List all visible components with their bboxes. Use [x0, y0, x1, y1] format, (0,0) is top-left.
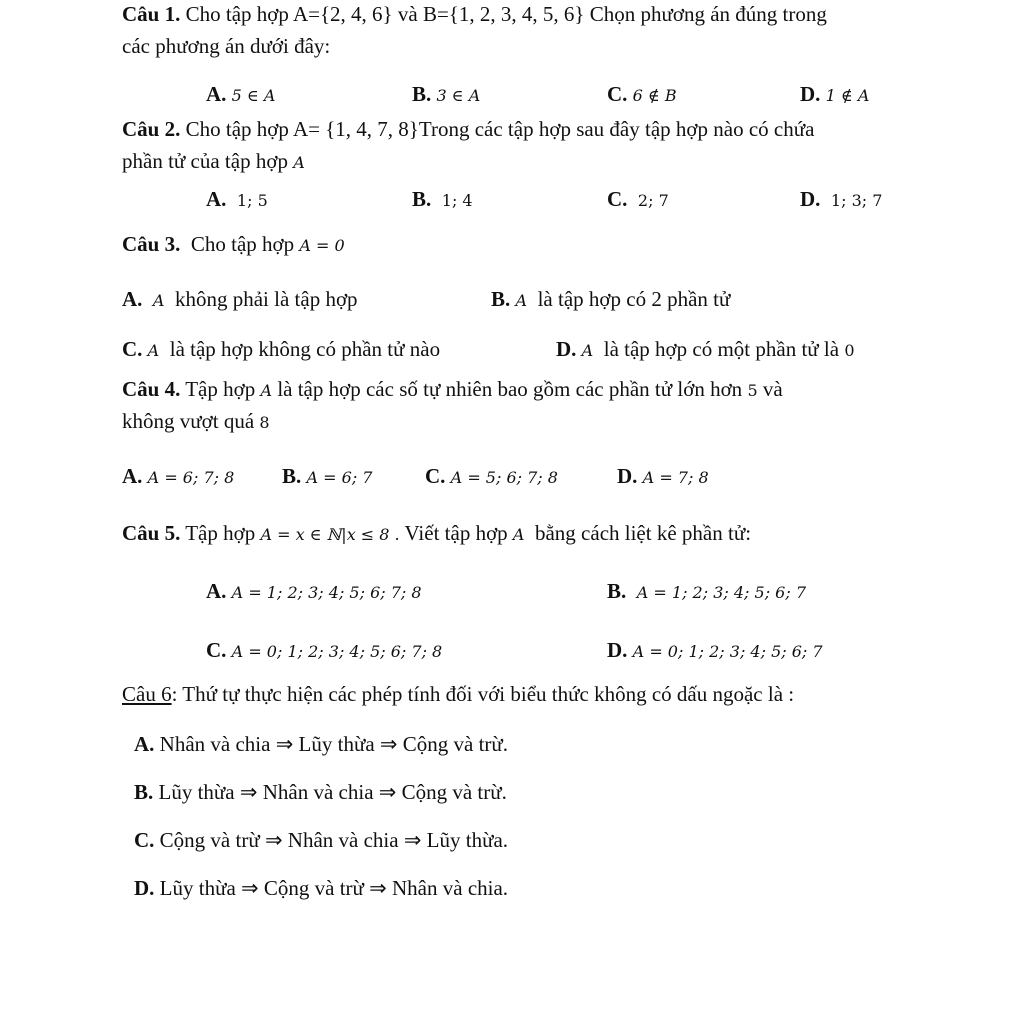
q3-option-b: B. A là tập hợp có 2 phần tử: [491, 287, 731, 311]
q2-option-b: B. 1; 4: [412, 187, 473, 211]
q3-option-c: C. A là tập hợp không có phần tử nào: [122, 337, 441, 361]
q6-option-c: C. Cộng và trừ ⇒ Nhân và chia ⇒ Lũy thừa.: [134, 828, 509, 852]
q5-option-a: A. A = 1; 2; 3; 4; 5; 6; 7; 8: [206, 579, 422, 603]
q2-option-c: C. 2; 7: [607, 187, 669, 211]
q4-line2: không vượt quá 8: [122, 409, 270, 433]
q5-option-c: C. A = 0; 1; 2; 3; 4; 5; 6; 7; 8: [206, 638, 443, 662]
q5-option-b: B. A = 1; 2; 3; 4; 5; 6; 7: [607, 579, 807, 603]
q6-text: : Thứ tự thực hiện các phép tính đối với biểu thức không có dấu ngoặc là :: [171, 682, 795, 706]
q4-option-b: B. A = 6; 7: [282, 464, 373, 488]
q4-option-a: A. A = 6; 7; 8: [122, 464, 235, 488]
q3-label: Câu 3.: [122, 232, 181, 256]
q6-option-b: B. Lũy thừa ⇒ Nhân và chia ⇒ Cộng và trừ.: [134, 780, 507, 804]
q6-label: Câu 6: [122, 682, 172, 706]
q2-label: Câu 2.: [122, 117, 181, 141]
q4-line1: Câu 4. Tập hợp A là tập hợp các số tự nhiên bao gồm các phần tử lớn hơn 5 và: [122, 377, 783, 401]
q1-label: Câu 1.: [122, 2, 181, 26]
q1-option-d: D. 1 ∉ A: [800, 82, 870, 106]
q2-option-a: A. 1; 5: [206, 187, 268, 211]
q4-label: Câu 4.: [122, 377, 181, 401]
q6-option-d: D. Lũy thừa ⇒ Cộng và trừ ⇒ Nhân và chia.: [134, 876, 509, 900]
q5-option-d: D. A = 0; 1; 2; 3; 4; 5; 6; 7: [607, 638, 823, 662]
q4-option-d: D. A = 7; 8: [617, 464, 709, 488]
q1-text: Cho tập hợp A={2, 4, 6} và B={1, 2, 3, 4, 5, 6} Chọn phương án đúng trong: [185, 2, 827, 26]
q5-line: Câu 5. Tập hợp A = x ∈ ℕ|x ≤ 8 . Viết tập hợp A bằng cách liệt kê phần tử:: [122, 521, 752, 545]
q1-option-a: A. 5 ∈ A: [206, 82, 276, 106]
q6-line: [122, 684, 794, 705]
q2-text: Cho tập hợp A= {1, 4, 7, 8}Trong các tập hợp sau đây tập hợp nào có chứa: [185, 117, 815, 141]
q1-line2: các phương án dưới đây:: [122, 34, 331, 58]
q1-option-c: C. 6 ∉ B: [607, 82, 677, 106]
q1-option-b: B. 3 ∈ A: [412, 82, 481, 106]
q4-option-c: C. A = 5; 6; 7; 8: [425, 464, 558, 488]
q1-line1: [122, 4, 827, 25]
q3-option-d: D. A là tập hợp có một phần tử là 0: [556, 337, 855, 361]
q6-option-a: A. Nhân và chia ⇒ Lũy thừa ⇒ Cộng và trừ.: [134, 732, 509, 756]
q3-option-a: A. A không phải là tập hợp: [122, 287, 358, 311]
q3-line: Câu 3. Cho tập hợp A = 0: [122, 232, 345, 256]
q2-option-d: D. 1; 3; 7: [800, 187, 883, 211]
q2-line1: [122, 119, 814, 140]
q5-label: Câu 5.: [122, 521, 181, 545]
q2-line2: phần tử của tập hợp A: [122, 149, 305, 173]
